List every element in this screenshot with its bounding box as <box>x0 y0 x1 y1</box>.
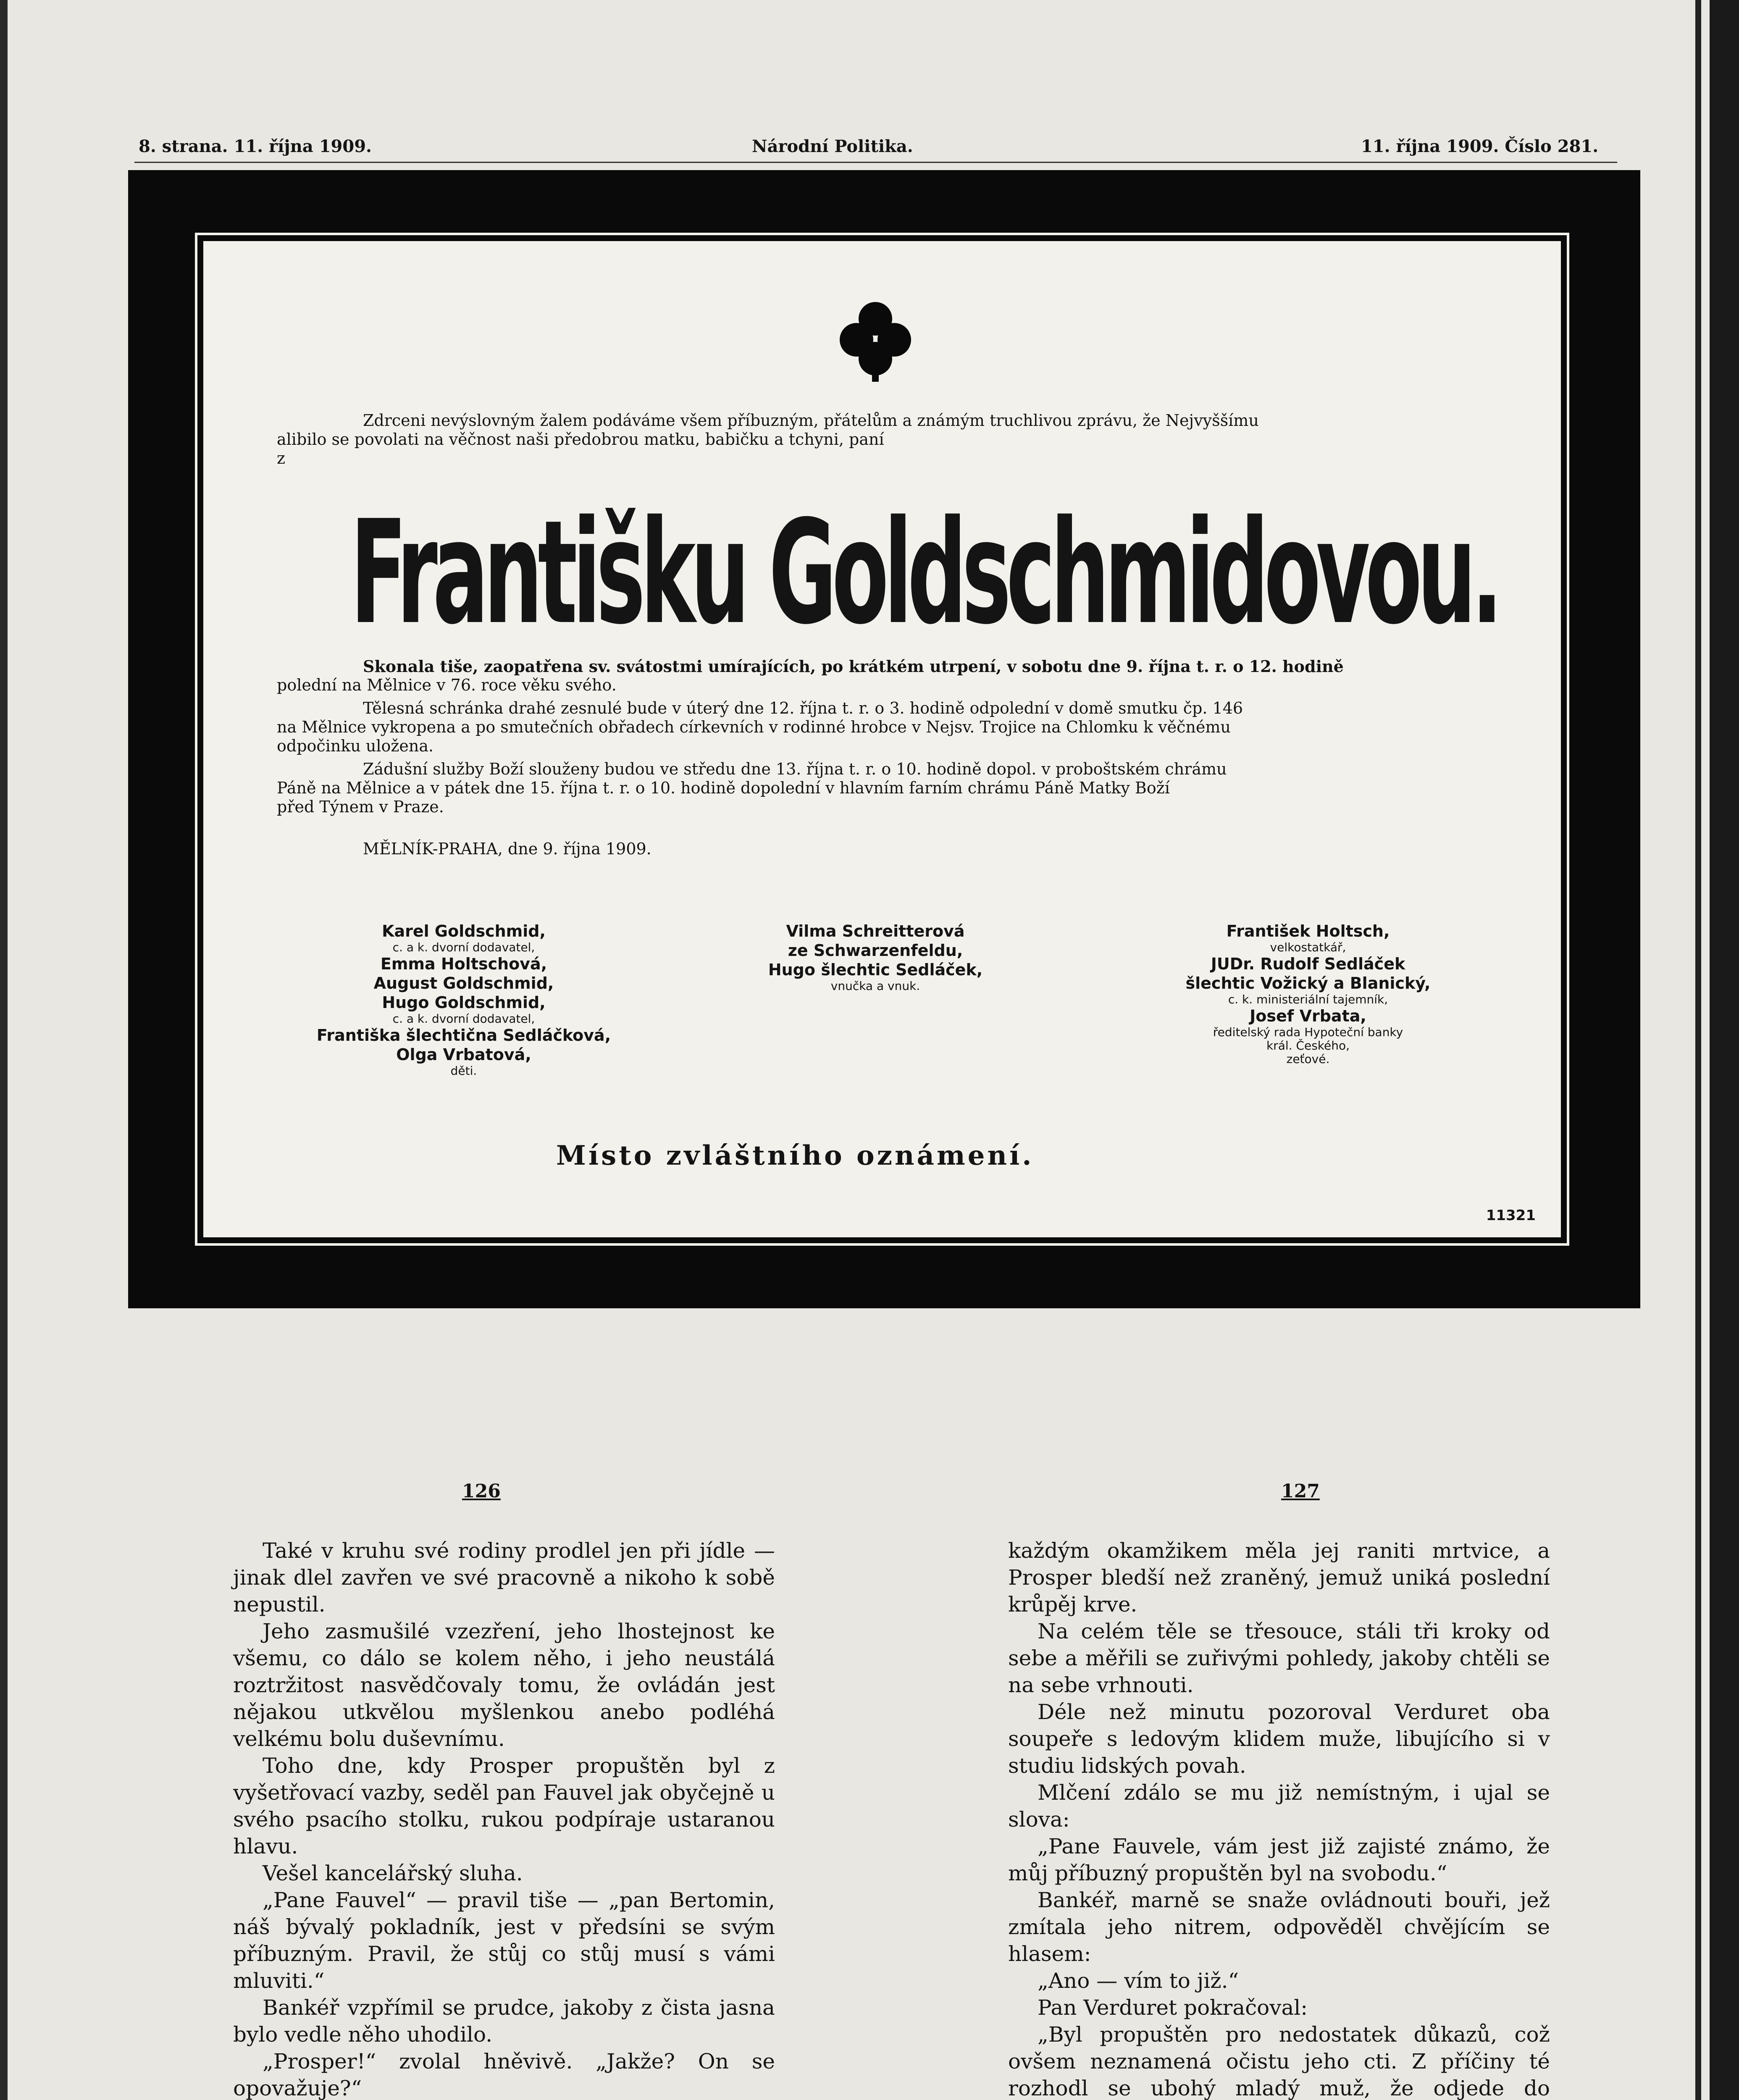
deceased-name: Františku Goldschmidovou. <box>350 490 1498 656</box>
signatories-children <box>279 921 649 1078</box>
paragraph: Mlčení zdálo se mu již nemístným, i ujal se slova: <box>1008 1780 1550 1832</box>
page-right-edge <box>1710 0 1739 2100</box>
signatory-line: děti. <box>450 1064 477 1078</box>
page-right-rule <box>1695 0 1701 2100</box>
body-line-5: odpočinku uložena. <box>277 737 434 755</box>
header-rule <box>134 162 1617 163</box>
intro-line-2: alibilo se povolati na věčnost naši předobrou matku, babičku a tchyni, paní <box>277 430 884 449</box>
signatory-line: velkostatkář, <box>1270 940 1346 954</box>
paragraph: Toho dne, kdy Prosper propuštěn byl z vyšetřovací vazby, seděl pan Fauvel jak obyčejně u svého psacího stolku, rukou podpíraje ustaranou hlavu. <box>233 1754 775 1858</box>
signatories-grandchildren <box>728 921 1022 993</box>
place-date: MĚLNÍK-PRAHA, dne 9. října 1909. <box>363 840 651 858</box>
body-line-3: Tělesná schránka drahé zesnulé bude v úterý dne 12. října t. r. o 3. hodině odpolední v domě smutku čp. 146 <box>363 699 1243 717</box>
intro-line-1: Zdrceni nevýslovným žalem podáváme všem příbuzným, přátelům a známým truchlivou zprávu, že Nejvyššímu <box>363 411 1259 430</box>
paragraph: každým okamžikem měla jej raniti mrtvice, a Prosper bledší než zraněný, jemuž uniká poslední krůpěj krve. <box>1008 1538 1550 1617</box>
ad-code: 11321 <box>1486 1207 1536 1224</box>
paragraph: Déle než minutu pozoroval Verduret oba soupeře s ledovým klidem muže, libujícího si v studiu lidských povah. <box>1008 1700 1550 1778</box>
signatory-line: Olga Vrbatová, <box>396 1045 531 1064</box>
paragraph: „Byl propuštěn pro nedostatek důkazů, což ovšem neznamená očistu jeho cti. Z příčiny té rozhodl se ubohý mladý muž, že odjede do <box>1008 2022 1550 2100</box>
signatory-line: Františka šlechtična Sedláčková, <box>316 1026 611 1045</box>
paragraph: Vešel kancelářský sluha. <box>263 1861 523 1885</box>
page-number-left: 126 <box>462 1480 501 1502</box>
paragraph: Bankéř vzpřímil se prudce, jakoby z čista jasna bylo vedle něho uhodilo. <box>233 1995 775 2047</box>
text-column-left <box>233 1537 775 2100</box>
signatory-line: c. k. ministeriální tajemník, <box>1228 992 1388 1006</box>
signatory-line: ředitelský rada Hypoteční banky <box>1213 1025 1403 1039</box>
signatories-in-laws <box>1127 921 1489 1066</box>
paragraph: Pan Verduret pokračoval: <box>1038 1995 1308 2020</box>
paragraph: „Pane Fauvel“ — pravil tiše — „pan Bertomin, náš bývalý pokladník, jest v předsíni se svým příbuzným. Pravil, že stůj co stůj musí s vámi mluviti.“ <box>233 1888 775 1993</box>
paragraph: Bankéř, marně se snaže ovládnouti bouři, jež zmítala jeho nitrem, odpověděl chvějícím se hlasem: <box>1008 1888 1550 1966</box>
page-number-right: 127 <box>1281 1480 1320 1502</box>
signatory-line: Vilma Schreitterová <box>786 922 965 940</box>
signatory-line: král. Českého, <box>1266 1039 1350 1053</box>
body-line-4: na Mělnice vykropena a po smutečních obřadech církevních v rodinné hrobce v Nejsv. Trojice na Chlomku k věčnému <box>277 718 1231 736</box>
page-left-edge <box>0 0 8 2100</box>
header-center: Národní Politika. <box>752 136 913 156</box>
signatory-line: JUDr. Rudolf Sedláček <box>1211 955 1405 973</box>
cross-clover-icon <box>838 300 913 384</box>
body-line-6: Zádušní služby Boží slouženy budou ve středu dne 13. října t. r. o 10. hodině dopol. v proboštském chrámu <box>363 760 1227 778</box>
text-column-right <box>1008 1537 1550 2100</box>
signatory-line: c. a k. dvorní dodavatel, <box>392 940 535 954</box>
signatory-line: ze Schwarzenfeldu, <box>788 941 963 960</box>
signatory-line: Karel Goldschmid, <box>382 922 546 940</box>
header-right: 11. října 1909. Číslo 281. <box>1361 136 1599 156</box>
signatory-line: Hugo Goldschmid, <box>382 993 546 1012</box>
signatory-line: šlechtic Vožický a Blanický, <box>1185 974 1431 992</box>
signatory-line: zeťové. <box>1286 1052 1330 1066</box>
special-notice: Místo zvláštního oznámení. <box>556 1140 1034 1171</box>
paragraph: Jeho zasmušilé vzezření, jeho lhostejnost ke všemu, co dálo se kolem něho, i jeho neustálá roztržitost nasvědčovaly tomu, že ovládán jest nějakou utkvělou myšlenkou anebo podléhá velkému bolu duševnímu. <box>233 1619 775 1751</box>
signatory-line: Hugo šlechtic Sedláček, <box>768 961 983 979</box>
signatory-line: c. a k. dvorní dodavatel, <box>392 1012 535 1026</box>
signatory-line: August Goldschmid, <box>373 974 554 992</box>
body-line-1: Skonala tiše, zaopatřena sv. svátostmi umírajících, po krátkém utrpení, v sobotu dne 9. října t. r. o 12. hodině <box>363 657 1344 676</box>
paragraph: „Pane Fauvele, vám jest již zajisté známo, že můj příbuzný propuštěn byl na svobodu.“ <box>1008 1834 1550 1885</box>
intro-line-3: z <box>277 449 286 467</box>
signatory-line: František Holtsch, <box>1226 922 1390 940</box>
body-line-8: před Týnem v Praze. <box>277 798 444 816</box>
signatory-line: Josef Vrbata, <box>1250 1007 1366 1025</box>
signatory-line: vnučka a vnuk. <box>830 979 920 993</box>
body-line-7: Páně na Mělnice a v pátek dne 15. října t. r. o 10. hodině dopolední v hlavním farním chrámu Páně Matky Boží <box>277 779 1170 797</box>
paragraph: Také v kruhu své rodiny prodlel jen při jídle — jinak dlel zavřen ve své pracovně a nikoho k sobě nepustil. <box>233 1538 775 1617</box>
body-line-2: polední na Mělnice v 76. roce věku svého. <box>277 676 617 694</box>
announcement-panel <box>197 235 1567 1243</box>
paragraph: „Prosper!“ zvolal hněvivě. „Jakže? On se opovažuje?“ <box>233 2049 775 2100</box>
paragraph: Na celém těle se třesouce, stáli tři kroky od sebe a měřili se zuřivými pohledy, jakoby chtěli se na sebe vrhnouti. <box>1008 1619 1550 1697</box>
header-left: 8. strana. 11. října 1909. <box>139 136 372 156</box>
paragraph: „Ano — vím to již.“ <box>1038 1969 1239 1993</box>
signatory-line: Emma Holtschová, <box>380 955 547 973</box>
